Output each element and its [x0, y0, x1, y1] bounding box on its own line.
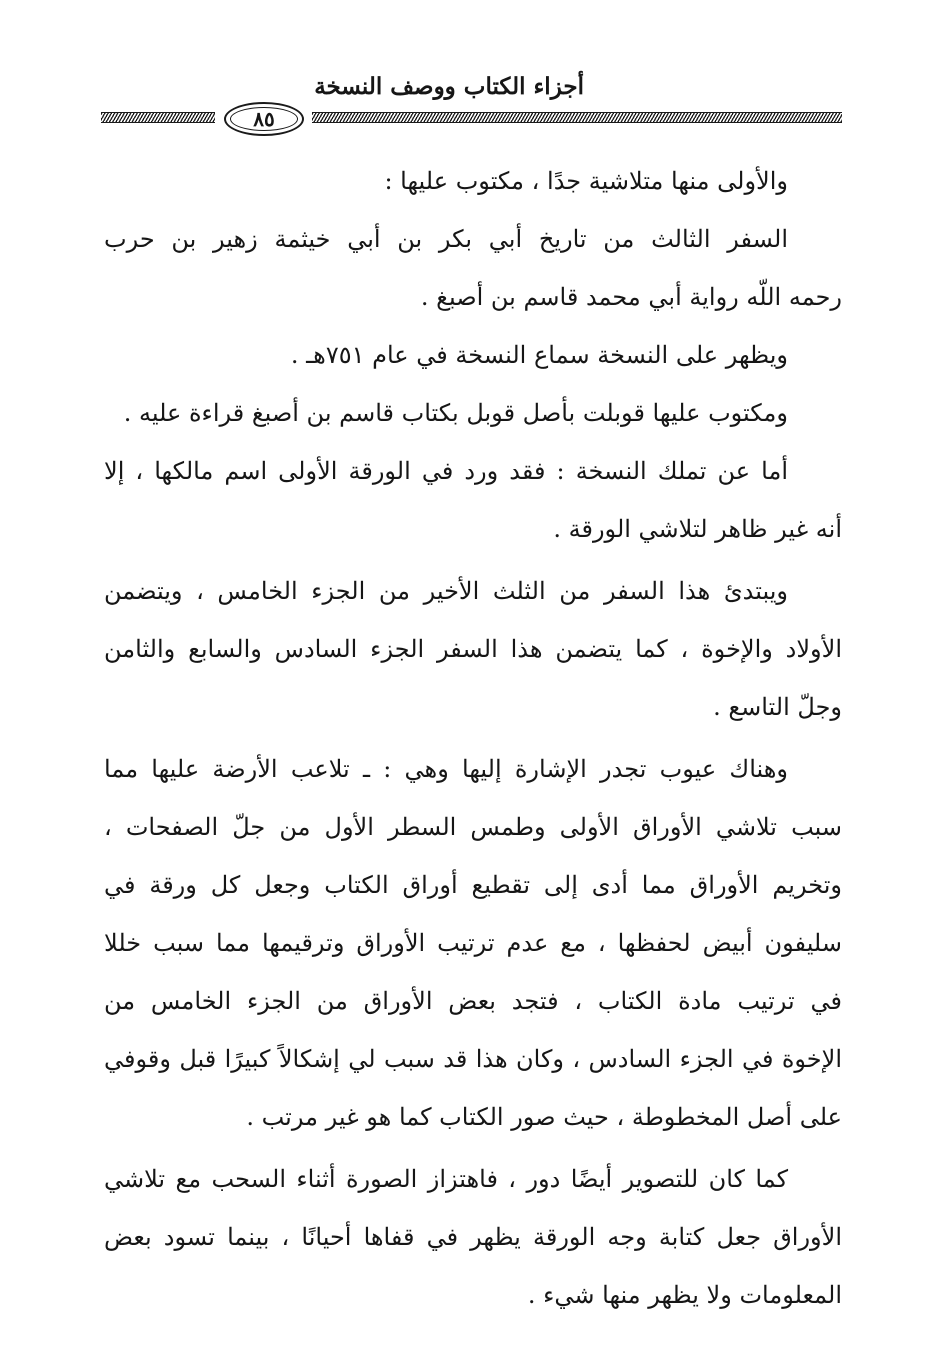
paragraph-8 [104, 1150, 842, 1324]
text-line: وهناك عيوب تجدر الإشارة إليها وهي : ـ تلاعب الأرضة عليها مما [104, 755, 788, 783]
text-line: سليفون أبيض لحفظها ، مع عدم ترتيب الأوراق وترقيمها مما سبب خللا [104, 929, 842, 957]
paragraph-7 [104, 740, 842, 1146]
paragraph-5 [104, 442, 842, 558]
text-line: على أصل المخطوطة ، حيث صور الكتاب كما هو غير مرتب . [246, 1103, 842, 1131]
header-ornament-right [312, 112, 842, 123]
page-number-badge [224, 102, 304, 136]
text-line: المعلومات ولا يظهر منها شيء . [527, 1281, 842, 1309]
text-line: كما كان للتصوير أيضًا دور ، فاهتزاز الصورة أثناء السحب مع تلاشي [104, 1165, 789, 1193]
text-line: سبب تلاشي الأوراق الأولى وطمس السطر الأول من جلّ الصفحات ، [104, 813, 842, 841]
page-number: ٨٥ [253, 107, 275, 131]
paragraph-3 [104, 326, 842, 384]
page-body [104, 152, 842, 1324]
paragraph-4 [104, 384, 842, 442]
text-line: والأولى منها متلاشية جدًا ، مكتوب عليها : [384, 167, 788, 195]
text-line: السفر الثالث من تاريخ أبي بكر بن أبي خيثمة زهير بن حرب [104, 225, 788, 253]
text-line: أما عن تملك النسخة : فقد ورد في الورقة الأولى اسم مالكها ، إلا [104, 457, 788, 485]
page-header [100, 72, 842, 142]
text-line: ويظهر على النسخة سماع النسخة في عام ٧٥١هـ . [290, 341, 788, 369]
text-line: الأولاد والإخوة ، كما يتضمن هذا السفر الجزء السادس والسابع والثامن [104, 635, 842, 663]
text-line: وتخريم الأوراق مما أدى إلى تقطيع أوراق الكتاب وجعل كل ورقة في [104, 871, 842, 899]
text-line: ويبتدئ هذا السفر من الثلث الأخير من الجزء الخامس ، ويتضمن [104, 577, 788, 605]
header-ornament-left [101, 112, 215, 123]
text-line: أنه غير ظاهر لتلاشي الورقة . [553, 515, 842, 543]
chapter-title: أجزاء الكتاب ووصف النسخة [314, 73, 584, 100]
paragraph-6 [104, 562, 842, 736]
text-line: وجلّ التاسع . [713, 693, 842, 721]
paragraph-2 [104, 210, 842, 326]
text-line: الأوراق جعل كتابة وجه الورقة يظهر في قفاها أحيانًا ، بينما تسود بعض [104, 1223, 842, 1251]
paragraph-1 [104, 152, 842, 210]
text-line: رحمه اللّه رواية أبي محمد قاسم بن أصبغ . [420, 283, 842, 311]
text-line: في ترتيب مادة الكتاب ، فتجد بعض الأوراق من الجزء الخامس من [104, 987, 842, 1015]
text-line: ومكتوب عليها قوبلت بأصل قوبل بكتاب قاسم بن أصبغ قراءة عليه . [123, 399, 788, 427]
text-line: الإخوة في الجزء السادس ، وكان هذا قد سبب لي إشكالاً كبيرًا قبل وقوفي [104, 1045, 842, 1073]
